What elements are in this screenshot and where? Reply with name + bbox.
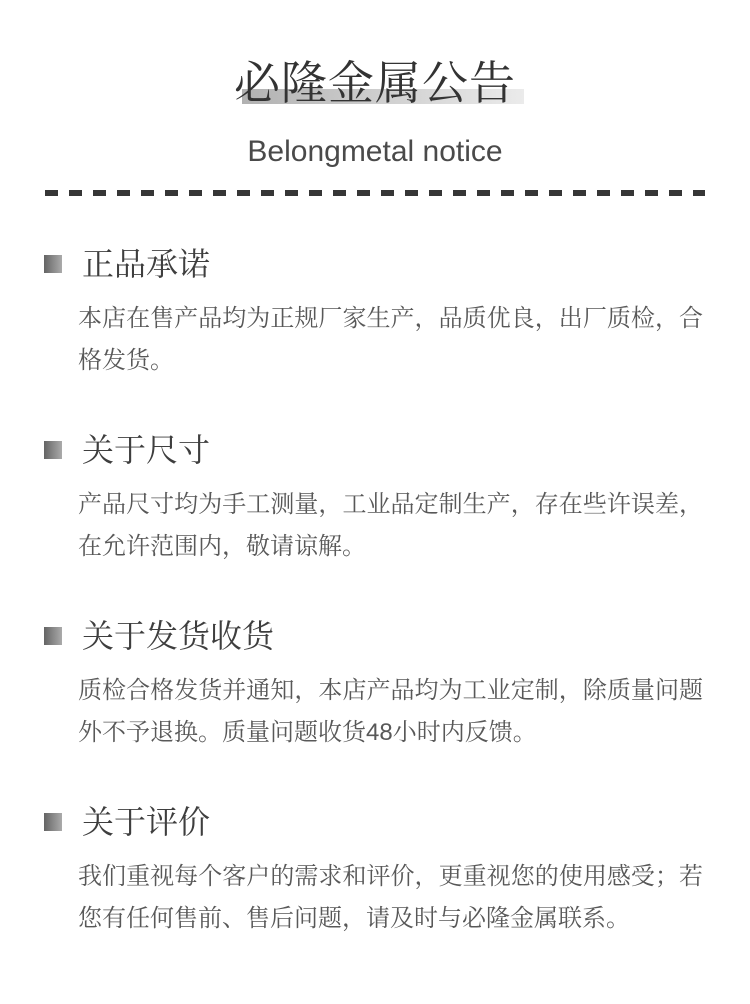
title-row [0,57,750,110]
section-heading: 关于发货收货 [82,618,275,654]
section-body: 产品尺寸均为手工测量，工业品定制生产，存在些许误差，在允许范围内，敬请谅解。 [78,491,703,560]
notice-header [0,57,750,196]
square-bullet-icon [44,627,62,645]
page-title: 必隆金属公告 [234,57,516,109]
section-body: 我们重视每个客户的需求和评价，更重视您的使用感受；若您有任何售前、售后问题，请及时与必隆金属联系。 [78,863,703,932]
section-genuine-promise [0,242,750,382]
section-about-size [0,428,750,568]
section-heading: 关于尺寸 [82,432,211,468]
section-head [0,242,750,286]
section-head [0,428,750,472]
section-heading: 正品承诺 [82,246,211,282]
notice-sections [0,196,750,940]
square-bullet-icon [44,441,62,459]
square-bullet-icon [44,813,62,831]
section-heading: 关于评价 [82,804,211,840]
page-subtitle: Belongmetal notice [247,135,503,168]
section-head [0,614,750,658]
section-head [0,800,750,844]
section-about-reviews [0,800,750,940]
title-wrap [234,57,516,110]
section-body: 本店在售产品均为正规厂家生产，品质优良，出厂质检，合格发货。 [78,305,703,374]
square-bullet-icon [44,255,62,273]
section-shipping-receiving [0,614,750,754]
section-body: 质检合格发货并通知，本店产品均为工业定制，除质量问题外不予退换。质量问题收货48小时内反馈。 [78,677,703,746]
